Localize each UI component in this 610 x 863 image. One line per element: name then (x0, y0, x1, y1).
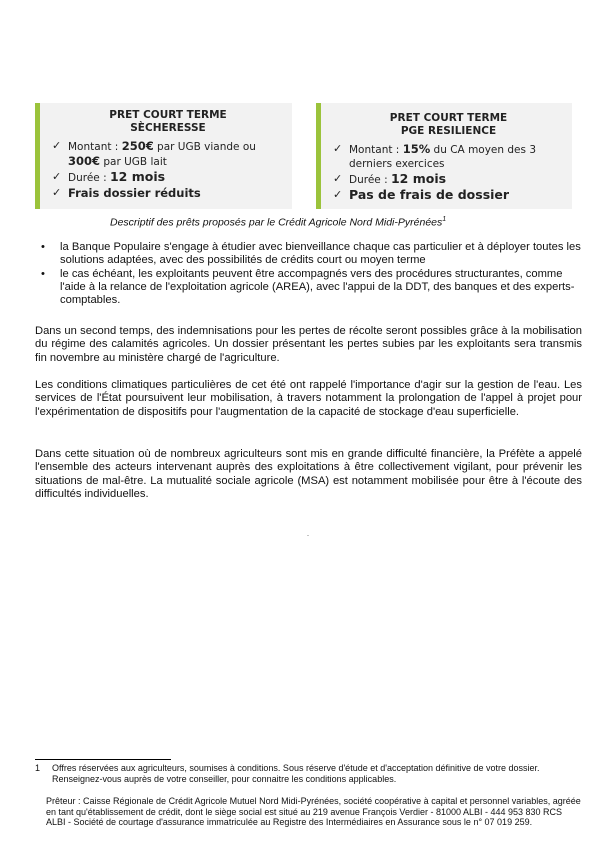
check-icon: ✓ (52, 170, 62, 183)
paragraph-indemnisations: Dans un second temps, des indemnisations pour les pertes de récolte seront possibles grâce à la mobilisation du régime des calamités agricoles. Un dossier présentant les pertes subies par les exploitants sera transmis fin novembre au ministère chargé de l'agriculture. (35, 325, 582, 364)
list-item: • le cas échéant, les exploitants peuvent être accompagnés vers des procédures structurantes, comme l'aide à la relance de l'exploitation agricole (AREA), avec l'appui de la DDT, des banques et des experts-comptables. (41, 267, 575, 307)
card-title: PRET COURT TERME SÈCHERESSE (109, 109, 227, 134)
check-icon: ✓ (333, 142, 343, 155)
card-item-fees: ✓ Frais dossier réduits (52, 186, 201, 200)
loan-card-secheresse (35, 103, 292, 209)
card-item-amount: ✓ Montant : 15% du CA moyen des 3 derniers exercices (333, 142, 536, 170)
card-item-fees: ✓ Pas de frais de dossier (333, 187, 510, 202)
legal-notice: Prêteur : Caisse Régionale de Crédit Agricole Mutuel Nord Midi-Pyrénées, société coopérative à capital et personnel variables, agréée en tant qu'établissement de crédit, dont le siège social est situé au 219 avenue François Verdier - 81000 ALBI - 444 953 830 RCS ALBI - Société de courtage d'assurance immatriculée au Registre des Intermédiaires en Assurance sous le n° 07 019 259. (46, 796, 581, 828)
footnote-divider (35, 759, 171, 760)
check-icon: ✓ (52, 139, 62, 152)
check-icon: ✓ (52, 186, 62, 199)
paragraph-difficultes: Dans cette situation où de nombreux agriculteurs sont mis en grande difficulté financière, la Préfète a appelé l'ensemble des acteurs intervenant auprès des exploitations à être collectivement vigilant, pour prévenir les situations de mal-être. La mutualité sociale agricole (MSA) est notamment mobilisée pour être à l'écoute des difficultés individuelles. (35, 448, 582, 501)
loan-card-pge-resilience (316, 103, 572, 209)
bullet-list (41, 241, 582, 307)
paragraph-gestion-eau: Les conditions climatiques particulières de cet été ont rappelé l'importance d'agir sur la gestion de l'eau. Les services de l'État poursuivent leur mobilisation, à travers notamment la prolongation de l'appel à projet pour l'expérimentation de dispositifs pour l'augmentation de la capacité de stockage d'eau superficielle. (35, 379, 582, 418)
check-icon: ✓ (333, 188, 343, 201)
figure-caption: Descriptif des prêts proposés par le Crédit Agricole Nord Midi-Pyrénées$^1$ (110, 216, 447, 229)
check-icon: ✓ (333, 172, 343, 185)
card-item-duration: ✓ Durée : 12 mois (333, 171, 447, 186)
bullet-icon: • (41, 267, 45, 280)
card-item-amount: ✓ Montant : 250€ par UGB viande ou 300€ par UGB lait (52, 139, 256, 168)
list-item: • la Banque Populaire s'engage à étudier avec bienveillance chaque cas particulier et à déployer toutes les solutions adaptées, avec des possibilités de crédits court ou moyen terme (41, 241, 581, 267)
page-mark: - (307, 533, 309, 539)
footnote: 1 Offres réservées aux agriculteurs, soumises à conditions. Sous réserve d'étude et d'acceptation définitive de votre dossier. Renseignez-vous auprès de votre conseiller, pour connaitre les conditions applicables. (35, 763, 540, 784)
card-item-duration: ✓ Durée : 12 mois (52, 169, 166, 184)
card-title: PRET COURT TERME PGE RESILIENCE (389, 112, 508, 137)
bullet-icon: • (41, 241, 45, 253)
